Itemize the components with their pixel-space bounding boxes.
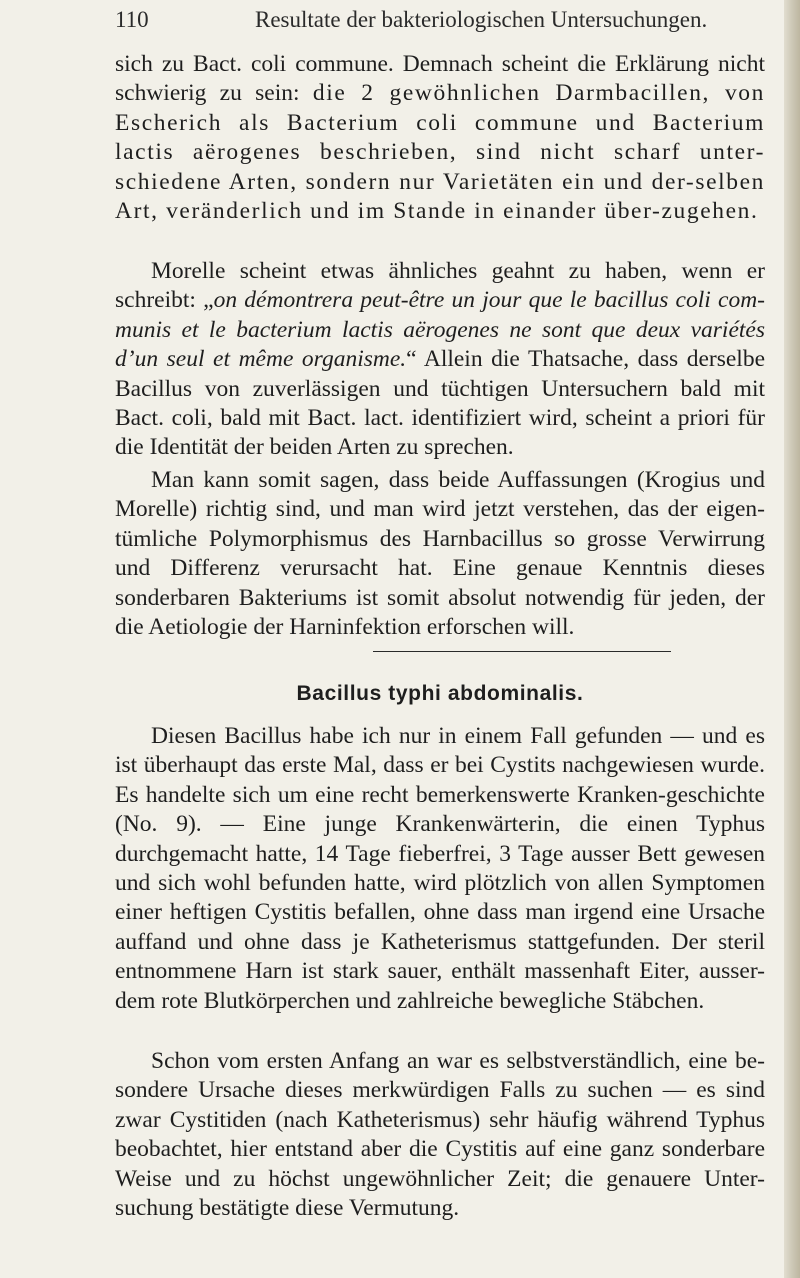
paragraph-2 <box>115 257 765 463</box>
page-number: 110 <box>115 7 149 32</box>
paragraph-1 <box>115 50 765 226</box>
page-header <box>115 2 785 38</box>
running-title: Resultate der bakteriologischen Untersuchungen. <box>255 7 708 32</box>
paragraph-4: Diesen Bacillus habe ich nur in einem Fall gefunden — und es ist überhaupt das erste Mal, dass er bei Cystits nachgewiesen wurde. Es handelte sich um eine recht bemerkenswerte Kranken-geschichte (No. 9). — Eine junge Krankenwärterin, die einen Typhus durchgemacht hatte, 14 Tage fieberfrei, 3 Tage ausser Bett gewesen und sich wohl befunden hatte, wird plötzlich von allen Symptomen einer heftigen Cystitis befallen, ohne dass man irgend eine Ursache auffand und ohne dass je Katheterismus stattgefunden. Der steril entnommene Harn ist stark sauer, enthält massenhaft Eiter, ausser-dem rote Blutkörperchen und zahlreiche bewegliche Stäbchen. <box>115 723 765 1014</box>
paragraph-2-text-b: “ Allein die Thatsache, dass derselbe Bacillus von zuverlässigen und tüchtigen Untersuchern bald mit Bact. coli, bald mit Bact. lact. identifiziert wird, scheint a priori für die Identität der beiden Arten zu sprechen. <box>115 346 765 461</box>
page-edge-shadow <box>784 0 800 1278</box>
paragraph-5: Schon vom ersten Anfang an war es selbstverständlich, eine be-sondere Ursache dieses merkwürdigen Falls zu suchen — es sind zwar Cystitiden (nach Katheterismus) sehr häufig während Typhus beobachtet, hier entstand aber die Cystitis auf eine ganz sonderbare Weise und zu höchst ungewöhnlicher Zeit; die genauere Unter-suchung bestätigte diese Vermutung. <box>115 1048 765 1222</box>
paragraph-2-text-a: Morelle scheint etwas ähnliches geahnt zu haben, wenn er schreibt: „ <box>115 258 765 314</box>
section-divider <box>373 651 671 652</box>
section-heading: Bacillus typhi abdominalis. <box>296 682 584 705</box>
paragraph-2-french-quote: on démontrera peut-être un jour que le bacillus coli com-munis et le bacterium lactis aërogenes ne sont que deux variétés d’un seul et même organisme. <box>115 287 765 373</box>
paragraph-3: Man kann somit sagen, dass beide Auffassungen (Krogius und Morelle) richtig sind, und man wird jetzt verstehen, das der eigen-tümliche Polymorphismus des Harnbacillus so grosse Verwirrung und Differenz verursacht hat. Eine genaue Kenntnis dieses sonderbaren Bakteriums ist somit absolut notwendig für jeden, der die Aetiologie der Harninfektion erforschen will. <box>115 467 765 641</box>
paragraph-1-text: sich zu Bact. coli commune. Demnach scheint die Erklärung nicht schwierig zu sein: <box>115 51 765 107</box>
paragraph-1-spaced-text: die 2 gewöhnlichen Darmbacillen, von Escherich als Bacterium coli commune und Bacterium lactis aërogenes beschrieben, sind nicht scharf unter-schiedene Arten, sondern nur Varietäten ein und der-selben Art, veränderlich und im Stande in einander über-zugehen. <box>115 80 765 225</box>
